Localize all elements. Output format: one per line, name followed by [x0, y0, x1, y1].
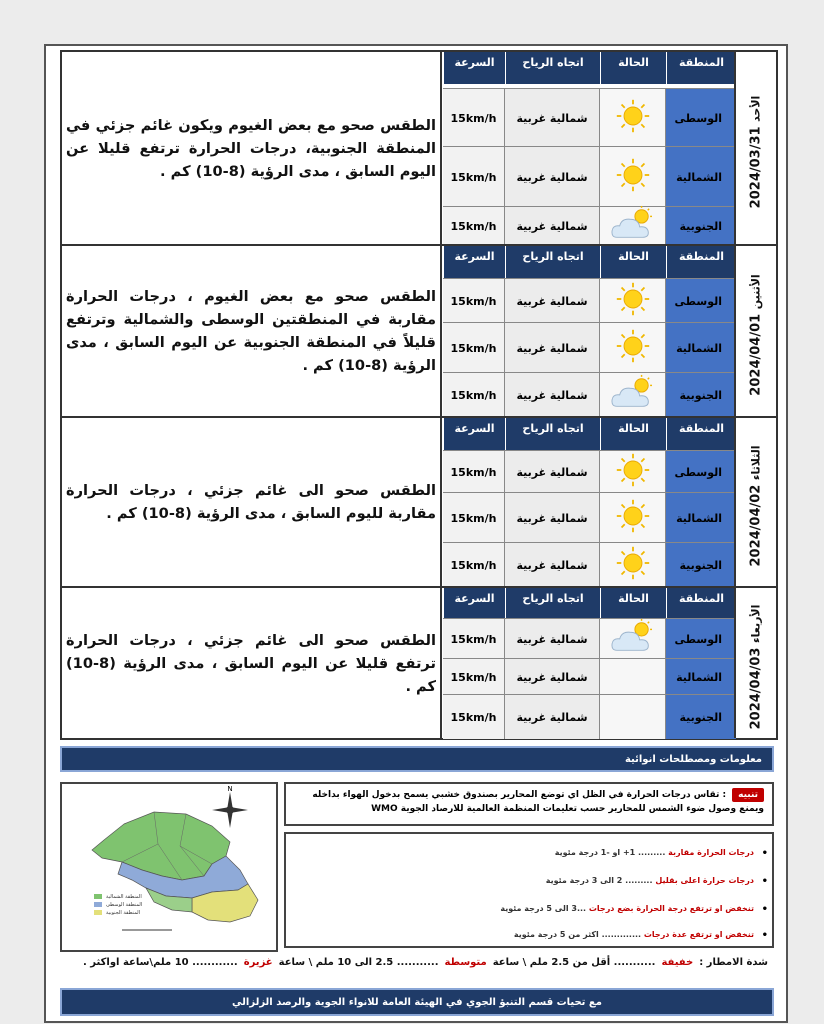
note-box	[284, 782, 774, 826]
rain-moderate-value: ........... 2.5 الى 10 ملم \ ساعة	[278, 956, 439, 968]
forecast-table	[443, 418, 736, 586]
terms-box	[284, 832, 774, 948]
table-header	[443, 246, 736, 278]
header-state: الحالة	[600, 588, 666, 620]
day-block	[60, 244, 778, 418]
wind-speed: 15km/h	[443, 147, 505, 207]
date-text: 2024/03/31	[748, 126, 764, 209]
note-tag: تنبيه	[732, 788, 764, 802]
sun-icon	[615, 281, 651, 321]
weather-state	[600, 619, 666, 659]
weather-state	[600, 89, 666, 147]
rain-heavy-value: ............ 10 ملم\ساعة اواكثر .	[83, 956, 238, 968]
table-row	[443, 542, 736, 587]
header-region: المنطقة	[666, 588, 736, 620]
term-value: ......... 1+ او -1 درجة مئوية	[554, 848, 666, 857]
rain-moderate: متوسطة	[444, 956, 487, 968]
partly-cloudy-icon	[609, 618, 657, 660]
wind-direction: شمالية غربية	[505, 207, 600, 245]
weather-state	[600, 207, 666, 245]
date-text: 2024/04/03	[748, 647, 764, 730]
table-header	[443, 588, 736, 620]
header-wind: اتجاه الرياح	[505, 588, 600, 620]
summary-text: الطقس صحو مع بعض الغيوم ، درجات الحرارة مقاربة في المنطقتين الوسطى والشمالية وترتفع قليلاً في المنطقة الجنوبية عن اليوم السابق ، مدى الرؤية (8-10) كم .	[66, 288, 436, 374]
weather-state	[600, 323, 666, 373]
day-summary	[62, 52, 442, 244]
wind-speed: 15km/h	[443, 323, 505, 373]
day-block	[60, 416, 778, 588]
header-wind: اتجاه الرياح	[505, 52, 600, 84]
sun-icon	[615, 328, 651, 368]
wind-direction: شمالية غربية	[505, 373, 600, 417]
header-state: الحالة	[600, 418, 666, 450]
table-row	[443, 88, 736, 147]
info-title-bar	[60, 746, 774, 772]
term-label: تنخفض او ترتفع درجة الحرارة بضع درجات	[588, 904, 754, 913]
wind-direction: شمالية غربية	[505, 493, 600, 543]
header-wind: اتجاه الرياح	[505, 246, 600, 278]
date-column	[734, 418, 776, 586]
day-summary	[62, 418, 442, 586]
term-item: • تنخفض او ترتفع درجة الحرارة بضع درجات ...3 الى 5 درجة مئوية	[500, 904, 768, 915]
wind-speed: 15km/h	[443, 695, 505, 739]
header-wind: اتجاه الرياح	[505, 418, 600, 450]
wind-speed: 15km/h	[443, 207, 505, 245]
date-column	[734, 246, 776, 416]
weather-state	[600, 147, 666, 207]
sun-icon	[615, 498, 651, 538]
day-summary	[62, 246, 442, 416]
rain-intensity-line	[60, 950, 774, 974]
term-label: درجات حرارة اعلى بقليل	[655, 876, 754, 885]
forecast-table	[443, 52, 736, 244]
table-row	[443, 278, 736, 323]
wind-direction: شمالية غربية	[505, 451, 600, 493]
weather-state	[600, 659, 666, 695]
svg-text:المنطقة الوسطى: المنطقة الوسطى	[106, 902, 143, 908]
date-text: 2024/04/02	[748, 484, 764, 567]
header-region: المنطقة	[666, 246, 736, 278]
term-value: ...3 الى 5 درجة مئوية	[500, 904, 587, 913]
region-name: الجنوبية	[666, 543, 736, 587]
map-graphic	[62, 784, 272, 946]
svg-text:المنطقة الشمالية: المنطقة الشمالية	[106, 894, 142, 900]
header-region: المنطقة	[666, 418, 736, 450]
summary-text: الطقس صحو الى غائم جزئي ، درجات الحرارة مقاربة لليوم السابق ، مدى الرؤية (8-10) كم .	[66, 482, 436, 522]
rain-light: خفيفة	[661, 956, 694, 968]
table-header	[443, 52, 736, 84]
iraq-region-map	[60, 782, 278, 952]
region-name: الشمالية	[666, 323, 736, 373]
wind-speed: 15km/h	[443, 279, 505, 323]
region-name: الشمالية	[666, 147, 736, 207]
region-name: الجنوبية	[666, 207, 736, 245]
weather-state	[600, 543, 666, 587]
table-row	[443, 492, 736, 543]
wind-direction: شمالية غربية	[505, 659, 600, 695]
rain-light-value: ........... أقل من 2.5 ملم \ ساعة	[492, 956, 656, 968]
weather-state	[600, 373, 666, 417]
day-name: الأحد	[749, 95, 763, 122]
table-row	[443, 146, 736, 207]
table-row	[443, 372, 736, 417]
term-value: ......... 2 الى 3 درجة مئوية	[545, 876, 653, 885]
region-name: الوسطى	[666, 619, 736, 659]
header-speed: السرعة	[443, 418, 505, 450]
sun-icon	[615, 452, 651, 492]
wind-speed: 15km/h	[443, 89, 505, 147]
sun-icon	[615, 157, 651, 197]
wind-direction: شمالية غربية	[505, 279, 600, 323]
wind-speed: 15km/h	[443, 619, 505, 659]
term-label: درجات الحرارة مقاربة	[668, 848, 754, 857]
rain-label: شدة الامطار :	[699, 956, 768, 968]
day-name: الثلاثاء	[749, 445, 763, 481]
compass-rose-icon	[212, 785, 248, 828]
svg-text:N: N	[227, 785, 233, 793]
header-region: المنطقة	[666, 52, 736, 84]
wind-direction: شمالية غربية	[505, 619, 600, 659]
wind-direction: شمالية غربية	[505, 695, 600, 739]
sun-icon	[615, 545, 651, 585]
term-item: • تنخفض او ترتفع عدة درجات ............. اكثر من 5 درجة مئوية	[513, 930, 768, 941]
table-header	[443, 418, 736, 450]
term-item: • درجات الحرارة مقاربة ......... 1+ او -1 درجة مئوية	[554, 848, 768, 859]
weather-state	[600, 493, 666, 543]
region-name: الوسطى	[666, 279, 736, 323]
table-row	[443, 658, 736, 695]
info-title: معلومات ومصطلحات انوائية	[624, 753, 762, 765]
day-summary	[62, 588, 442, 738]
date-column	[734, 52, 776, 244]
region-name: الشمالية	[666, 493, 736, 543]
summary-text: الطقس صحو مع بعض الغيوم ويكون غائم جزئي في المنطقة الجنوبية، درجات الحرارة ترتفع قليلا عن اليوم السابق ، مدى الرؤية (8-10) كم .	[66, 116, 436, 180]
date-text: 2024/04/01	[748, 313, 764, 396]
note-text: : تقاس درجات الحرارة في الظل اي توضع المحارير بصندوق خشبي يسمح بدخول الهواء بداخله ويمنع وصول ضوء الشمس للمحارير حسب تعليمات المنظمة العالمية للارصاد الجوية WMO	[312, 790, 764, 814]
day-block	[60, 50, 778, 246]
region-name: الشمالية	[666, 659, 736, 695]
partly-cloudy-icon	[609, 374, 657, 416]
wind-direction: شمالية غربية	[505, 89, 600, 147]
table-row	[443, 322, 736, 373]
region-name: الجنوبية	[666, 695, 736, 739]
day-name: الأثنين	[749, 274, 763, 310]
region-name: الوسطى	[666, 451, 736, 493]
footer-bar	[60, 988, 774, 1016]
sun-icon	[615, 98, 651, 138]
forecast-page	[44, 44, 788, 1023]
svg-text:المنطقة الجنوبية: المنطقة الجنوبية	[106, 910, 141, 916]
wind-speed: 15km/h	[443, 451, 505, 493]
partly-cloudy-icon	[609, 205, 657, 247]
weather-state	[600, 695, 666, 739]
date-column	[734, 588, 776, 738]
region-name: الجنوبية	[666, 373, 736, 417]
table-row	[443, 206, 736, 245]
day-name: الأربعاء	[749, 604, 763, 643]
header-speed: السرعة	[443, 52, 505, 84]
forecast-table	[443, 246, 736, 416]
forecast-table	[443, 588, 736, 738]
wind-direction: شمالية غربية	[505, 543, 600, 587]
term-label: تنخفض او ترتفع عدة درجات	[643, 930, 754, 939]
term-value: ............. اكثر من 5 درجة مئوية	[513, 930, 642, 939]
header-state: الحالة	[600, 52, 666, 84]
weather-state	[600, 451, 666, 493]
wind-speed: 15km/h	[443, 543, 505, 587]
table-row	[443, 694, 736, 739]
rain-heavy: غزيرة	[243, 956, 273, 968]
wind-direction: شمالية غربية	[505, 323, 600, 373]
region-name: الوسطى	[666, 89, 736, 147]
summary-text: الطقس صحو الى غائم جزئي ، درجات الحرارة ترتفع قليلا عن اليوم السابق ، مدى الرؤية (8-10) كم .	[66, 631, 436, 695]
term-item: • درجات حرارة اعلى بقليل ......... 2 الى 3 درجة مئوية	[545, 876, 768, 887]
header-speed: السرعة	[443, 246, 505, 278]
day-block	[60, 586, 778, 740]
wind-speed: 15km/h	[443, 373, 505, 417]
header-speed: السرعة	[443, 588, 505, 620]
weather-state	[600, 279, 666, 323]
header-state: الحالة	[600, 246, 666, 278]
wind-direction: شمالية غربية	[505, 147, 600, 207]
footer-text: مع تحيات قسم التنبؤ الجوي في الهيئة العامة للانواء الجوية والرصد الزلزالي	[232, 996, 602, 1008]
table-row	[443, 450, 736, 493]
wind-speed: 15km/h	[443, 659, 505, 695]
table-row	[443, 618, 736, 659]
wind-speed: 15km/h	[443, 493, 505, 543]
